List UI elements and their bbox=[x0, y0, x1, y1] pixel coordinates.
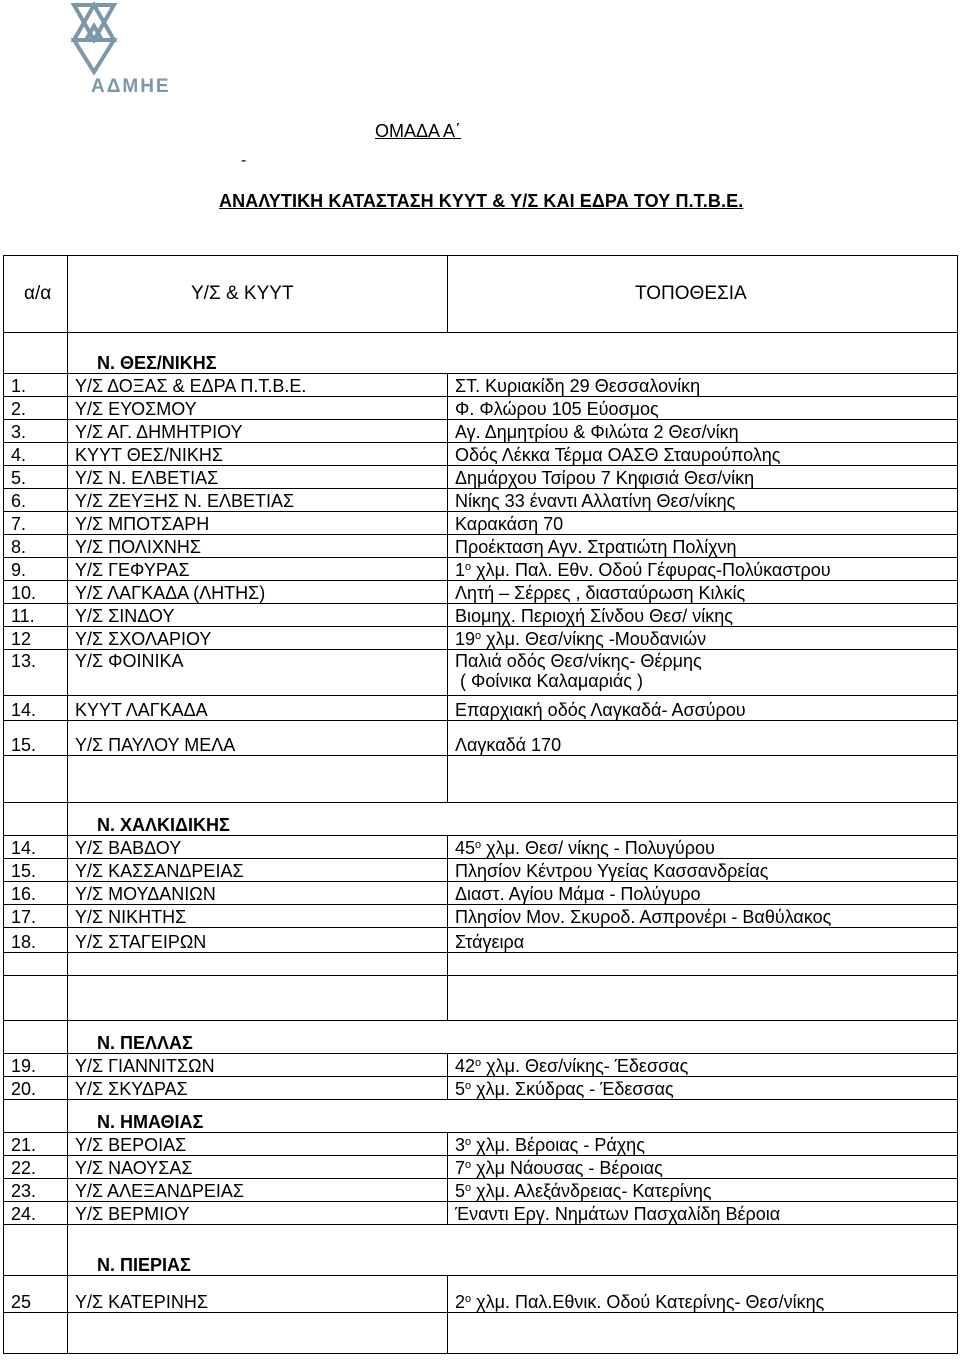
row-location bbox=[448, 1133, 958, 1156]
row-name: ΚΥΥΤ ΘΕΣ/ΝΙΚΗΣ bbox=[68, 443, 448, 466]
row-number: 21. bbox=[4, 1133, 68, 1156]
table-row bbox=[4, 905, 958, 928]
row-name: Υ/Σ ΓΙΑΝΝΙΤΣΩΝ bbox=[68, 1054, 448, 1077]
row-location bbox=[448, 627, 958, 650]
row-name: Υ/Σ ΒΕΡΜΙΟΥ bbox=[68, 1202, 448, 1225]
location-pre: 3 bbox=[455, 1135, 466, 1155]
row-number: 13. bbox=[4, 650, 68, 696]
empty-row bbox=[4, 1313, 958, 1354]
location-post: χλμ. Παλ.Εθνικ. Οδού Κατερίνης- Θεσ/νίκης bbox=[471, 1292, 825, 1312]
row-location bbox=[448, 397, 958, 420]
location-post: χλμ Νάουσας - Βέροιας bbox=[471, 1158, 663, 1178]
location-text: Επαρχιακή οδός Λαγκαδά- Ασσύρου bbox=[455, 700, 746, 720]
location-post: χλμ. Βέροιας - Ράχης bbox=[471, 1135, 645, 1155]
location-text: Βιομηχ. Περιοχή Σίνδου Θεσ/ νίκης bbox=[455, 606, 733, 626]
row-location bbox=[448, 466, 958, 489]
empty-cell bbox=[68, 953, 448, 976]
dash-mark: - bbox=[241, 152, 247, 169]
section-title: Ν. ΘΕΣ/ΝΙΚΗΣ bbox=[68, 333, 958, 374]
row-location bbox=[448, 882, 958, 905]
location-text: Νίκης 33 έναντι Αλλατίνη Θεσ/νίκης bbox=[455, 491, 736, 511]
row-location bbox=[448, 489, 958, 512]
header-name: Υ/Σ & ΚΥΥΤ bbox=[68, 256, 448, 333]
table-row bbox=[4, 1276, 958, 1313]
empty-row bbox=[4, 756, 958, 803]
row-number: 4. bbox=[4, 443, 68, 466]
location-text: Φ. Φλώρου 105 Εύοσμος bbox=[455, 399, 659, 419]
substations-table bbox=[3, 255, 958, 1354]
empty-cell bbox=[4, 756, 68, 803]
row-number: 3. bbox=[4, 420, 68, 443]
row-number: 16. bbox=[4, 882, 68, 905]
location-post: χλμ. Αλεξάνδρειας- Κατερίνης bbox=[471, 1181, 712, 1201]
row-number: 6. bbox=[4, 489, 68, 512]
section-num-cell bbox=[4, 1021, 68, 1054]
row-name: Υ/Σ ΑΛΕΞΑΝΔΡΕΙΑΣ bbox=[68, 1179, 448, 1202]
row-location bbox=[448, 1202, 958, 1225]
location-post: χλμ. Σκύδρας - Έδεσσας bbox=[471, 1079, 674, 1099]
row-name: Υ/Σ ΣΤΑΓΕΙΡΩΝ bbox=[68, 928, 448, 953]
section-title: Ν. ΧΑΛΚΙΔΙΚΗΣ bbox=[68, 803, 958, 836]
table-row bbox=[4, 650, 958, 696]
section-num-cell bbox=[4, 803, 68, 836]
section-num-cell bbox=[4, 1225, 68, 1276]
table-row bbox=[4, 859, 958, 882]
section-row bbox=[4, 1100, 958, 1133]
row-location bbox=[448, 859, 958, 882]
logo-mark-icon bbox=[44, 0, 144, 78]
empty-cell bbox=[4, 976, 68, 1021]
row-name: Υ/Σ ΠΟΛΙΧΝΗΣ bbox=[68, 535, 448, 558]
table-row bbox=[4, 627, 958, 650]
row-location bbox=[448, 1276, 958, 1313]
row-location bbox=[448, 696, 958, 721]
location-sup: ο bbox=[465, 1080, 472, 1092]
row-number: 15. bbox=[4, 721, 68, 756]
row-number: 22. bbox=[4, 1156, 68, 1179]
location-text: ΣΤ. Κυριακίδη 29 Θεσσαλονίκη bbox=[455, 376, 701, 396]
row-name: Υ/Σ ΜΠΟΤΣΑΡΗ bbox=[68, 512, 448, 535]
location-text: Λητή – Σέρρες , διασταύρωση Κιλκίς bbox=[455, 583, 746, 603]
row-number: 14. bbox=[4, 696, 68, 721]
empty-cell bbox=[4, 953, 68, 976]
table-row bbox=[4, 558, 958, 581]
row-location bbox=[448, 535, 958, 558]
row-name: Υ/Σ ΜΟΥΔΑΝΙΩΝ bbox=[68, 882, 448, 905]
location-text: Πλησίον Μον. Σκυροδ. Ασπρονέρι - Βαθύλακος bbox=[455, 907, 832, 927]
table-row bbox=[4, 696, 958, 721]
row-name: Υ/Σ ΖΕΥΞΗΣ Ν. ΕΛΒΕΤΙΑΣ bbox=[68, 489, 448, 512]
row-name: Υ/Σ ΑΓ. ΔΗΜΗΤΡΙΟΥ bbox=[68, 420, 448, 443]
table-row bbox=[4, 374, 958, 397]
row-number: 9. bbox=[4, 558, 68, 581]
location-sup: ο bbox=[465, 1293, 472, 1305]
location-pre: 45 bbox=[455, 838, 476, 858]
row-location bbox=[448, 1054, 958, 1077]
location-post: χλμ. Θεσ/ νίκης - Πολυγύρου bbox=[481, 838, 715, 858]
empty-cell bbox=[448, 1313, 958, 1354]
table-row bbox=[4, 512, 958, 535]
row-location bbox=[448, 420, 958, 443]
table-row bbox=[4, 1202, 958, 1225]
location-sup: ο bbox=[475, 1057, 482, 1069]
row-number: 12 bbox=[4, 627, 68, 650]
location-pre: 5 bbox=[455, 1181, 466, 1201]
table-row bbox=[4, 397, 958, 420]
row-location bbox=[448, 443, 958, 466]
row-location bbox=[448, 721, 958, 756]
row-number: 15. bbox=[4, 859, 68, 882]
section-num-cell bbox=[4, 1100, 68, 1133]
location-sup: ο bbox=[465, 1136, 472, 1148]
location-pre: 7 bbox=[455, 1158, 466, 1178]
row-number: 5. bbox=[4, 466, 68, 489]
table-row bbox=[4, 604, 958, 627]
row-location bbox=[448, 650, 958, 696]
row-name: Υ/Σ ΝΑΟΥΣΑΣ bbox=[68, 1156, 448, 1179]
table-row bbox=[4, 1133, 958, 1156]
empty-cell bbox=[68, 976, 448, 1021]
row-name: Υ/Σ ΚΑΤΕΡΙΝΗΣ bbox=[68, 1276, 448, 1313]
row-name: Υ/Σ ΓΕΦΥΡΑΣ bbox=[68, 558, 448, 581]
location-post: χλμ. Θεσ/νίκης- Έδεσσας bbox=[481, 1056, 689, 1076]
row-number: 19. bbox=[4, 1054, 68, 1077]
empty-cell bbox=[68, 1313, 448, 1354]
section-row bbox=[4, 1021, 958, 1054]
location-sup: ο bbox=[465, 1159, 472, 1171]
row-location bbox=[448, 1077, 958, 1100]
logo-text: ΑΔΜΗΕ bbox=[91, 76, 171, 97]
location-pre: 19 bbox=[455, 629, 476, 649]
row-name: Υ/Σ ΠΑΥΛΟΥ ΜΕΛΑ bbox=[68, 721, 448, 756]
location-sup: ο bbox=[465, 1182, 472, 1194]
row-name: Υ/Σ ΔΟΞΑΣ & ΕΔΡΑ Π.Τ.Β.Ε. bbox=[68, 374, 448, 397]
row-location bbox=[448, 1156, 958, 1179]
empty-cell bbox=[448, 756, 958, 803]
row-number: 23. bbox=[4, 1179, 68, 1202]
location-pre: 5 bbox=[455, 1079, 466, 1099]
row-name: Υ/Σ ΕΥΟΣΜΟΥ bbox=[68, 397, 448, 420]
section-num-cell bbox=[4, 333, 68, 374]
location-line2: ( Φοίνικα Καλαμαριάς ) bbox=[460, 671, 643, 691]
row-number: 24. bbox=[4, 1202, 68, 1225]
table-row bbox=[4, 721, 958, 756]
table-row bbox=[4, 466, 958, 489]
location-sup: ο bbox=[465, 561, 472, 573]
row-name: Υ/Σ Ν. ΕΛΒΕΤΙΑΣ bbox=[68, 466, 448, 489]
table-row bbox=[4, 882, 958, 905]
row-number: 25 bbox=[4, 1276, 68, 1313]
table-row bbox=[4, 1054, 958, 1077]
section-row bbox=[4, 333, 958, 374]
row-name: Υ/Σ ΒΑΒΔΟΥ bbox=[68, 836, 448, 859]
table-row bbox=[4, 928, 958, 953]
header-aa: α/α bbox=[4, 256, 68, 333]
table-row bbox=[4, 535, 958, 558]
empty-cell bbox=[448, 953, 958, 976]
row-name: Υ/Σ ΝΙΚΗΤΗΣ bbox=[68, 905, 448, 928]
table-row bbox=[4, 1156, 958, 1179]
row-location bbox=[448, 928, 958, 953]
row-number: 10. bbox=[4, 581, 68, 604]
row-location bbox=[448, 604, 958, 627]
location-pre: 2 bbox=[455, 1292, 466, 1312]
section-row bbox=[4, 1225, 958, 1276]
section-title: Ν. ΠΙΕΡΙΑΣ bbox=[68, 1225, 958, 1276]
row-name: Υ/Σ ΛΑΓΚΑΔΑ (ΛΗΤΗΣ) bbox=[68, 581, 448, 604]
header-location: ΤΟΠΟΘΕΣΙΑ bbox=[448, 256, 958, 333]
table-row bbox=[4, 1077, 958, 1100]
table-header-row bbox=[4, 256, 958, 333]
row-number: 1. bbox=[4, 374, 68, 397]
empty-cell bbox=[4, 1313, 68, 1354]
location-text: Λαγκαδά 170 bbox=[455, 735, 562, 755]
document-title: ΑΝΑΛΥΤΙΚΗ ΚΑΤΑΣΤΑΣΗ ΚΥΥΤ & Υ/Σ ΚΑΙ ΕΔΡΑ ΤΟΥ Π.Τ.Β.Ε. bbox=[219, 191, 744, 211]
table-row bbox=[4, 443, 958, 466]
row-number: 11. bbox=[4, 604, 68, 627]
empty-cell bbox=[68, 756, 448, 803]
section-title: Ν. ΗΜΑΘΙΑΣ bbox=[68, 1100, 958, 1133]
table-row bbox=[4, 836, 958, 859]
row-location bbox=[448, 558, 958, 581]
row-name: Υ/Σ ΣΧΟΛΑΡΙΟΥ bbox=[68, 627, 448, 650]
location-post: χλμ. Θεσ/νίκης -Μουδανιών bbox=[481, 629, 707, 649]
row-number: 14. bbox=[4, 836, 68, 859]
empty-cell bbox=[448, 976, 958, 1021]
row-location bbox=[448, 836, 958, 859]
location-pre: 1 bbox=[455, 560, 466, 580]
location-text: Παλιά οδός Θεσ/νίκης- Θέρμης bbox=[455, 651, 702, 671]
row-location bbox=[448, 512, 958, 535]
location-text: Στάγειρα bbox=[455, 932, 525, 952]
row-location bbox=[448, 905, 958, 928]
row-name: Υ/Σ ΚΑΣΣΑΝΔΡΕΙΑΣ bbox=[68, 859, 448, 882]
row-number: 18. bbox=[4, 928, 68, 953]
row-number: 7. bbox=[4, 512, 68, 535]
table-row bbox=[4, 581, 958, 604]
location-text: Οδός Λέκκα Τέρμα ΟΑΣΘ Σταυρούπολης bbox=[455, 445, 781, 465]
row-number: 20. bbox=[4, 1077, 68, 1100]
company-logo bbox=[44, 0, 171, 98]
location-text: Προέκταση Αγν. Στρατιώτη Πολίχνη bbox=[455, 537, 737, 557]
row-location bbox=[448, 581, 958, 604]
section-row bbox=[4, 803, 958, 836]
row-location bbox=[448, 1179, 958, 1202]
row-number: 2. bbox=[4, 397, 68, 420]
location-post: χλμ. Παλ. Εθν. Οδού Γέφυρας-Πολύκαστρου bbox=[471, 560, 831, 580]
location-text: Έναντι Εργ. Νημάτων Πασχαλίδη Βέροια bbox=[455, 1204, 781, 1224]
table-row bbox=[4, 420, 958, 443]
empty-row bbox=[4, 976, 958, 1021]
table-row bbox=[4, 1179, 958, 1202]
row-number: 17. bbox=[4, 905, 68, 928]
location-text: Δημάρχου Τσίρου 7 Κηφισιά Θεσ/νίκη bbox=[455, 468, 755, 488]
section-title: Ν. ΠΕΛΛΑΣ bbox=[68, 1021, 958, 1054]
row-number: 8. bbox=[4, 535, 68, 558]
location-text: Καρακάση 70 bbox=[455, 514, 564, 534]
row-name: ΚΥΥΤ ΛΑΓΚΑΔΑ bbox=[68, 696, 448, 721]
row-name: Υ/Σ ΣΚΥΔΡΑΣ bbox=[68, 1077, 448, 1100]
location-sup: ο bbox=[475, 630, 482, 642]
empty-row bbox=[4, 953, 958, 976]
location-text: Διαστ. Αγίου Μάμα - Πολύγυρο bbox=[455, 884, 701, 904]
row-name: Υ/Σ ΦΟΙΝΙΚΑ bbox=[68, 650, 448, 696]
location-sup: ο bbox=[475, 839, 482, 851]
location-text: Πλησίον Κέντρου Υγείας Κασσανδρείας bbox=[455, 861, 769, 881]
location-text: Αγ. Δημητρίου & Φιλώτα 2 Θεσ/νίκη bbox=[455, 422, 739, 442]
table-row bbox=[4, 489, 958, 512]
row-name: Υ/Σ ΒΕΡΟΙΑΣ bbox=[68, 1133, 448, 1156]
row-location bbox=[448, 374, 958, 397]
row-name: Υ/Σ ΣΙΝΔΟΥ bbox=[68, 604, 448, 627]
group-title: ΟΜΑΔΑ Α΄ bbox=[375, 121, 462, 141]
location-pre: 42 bbox=[455, 1056, 476, 1076]
